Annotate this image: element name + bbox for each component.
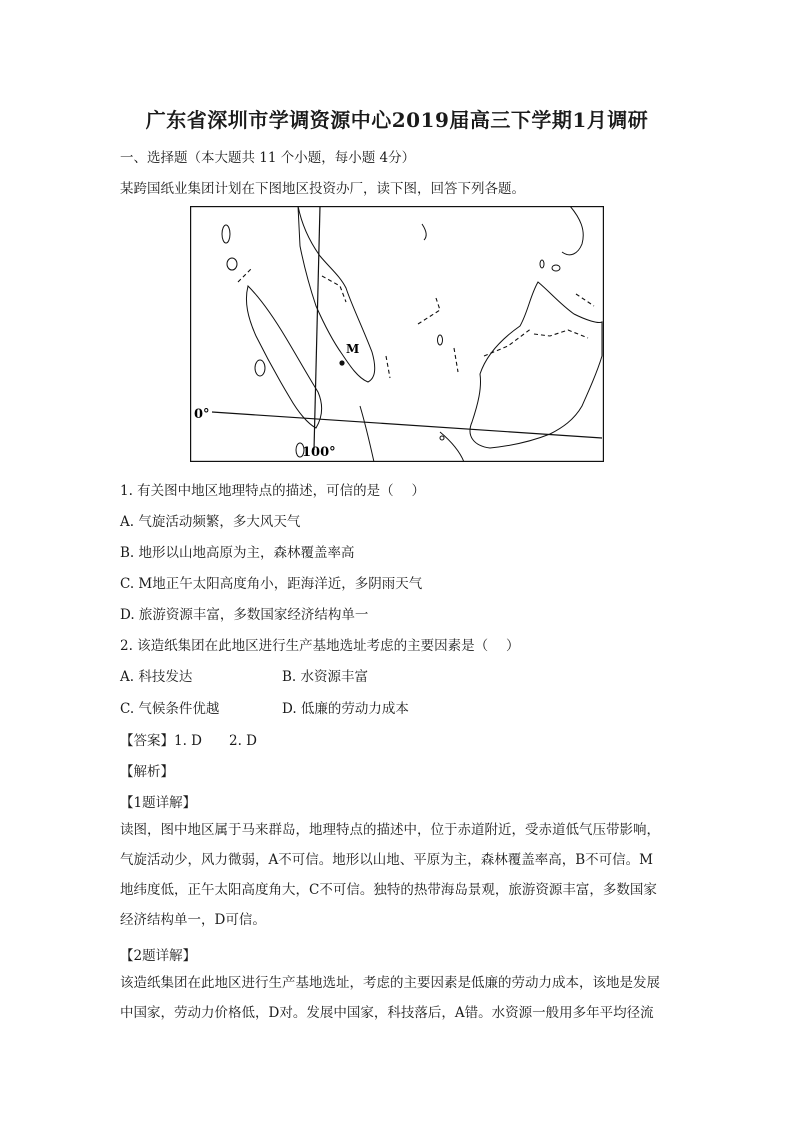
question-2-option-b: B. 水资源丰富 (282, 669, 369, 685)
question-1-option-d: D. 旅游资源丰富，多数国家经济结构单一 (120, 607, 369, 623)
question-2-option-a: A. 科技发达 (120, 669, 193, 685)
detail-1-line: 地纬度低，正午太阳高度角大，C不可信。独特的热带海岛景观，旅游资源丰富，多数国家 (120, 882, 657, 898)
question-2-stem: 2. 该造纸集团在此地区进行生产基地选址考虑的主要因素是（ ） (120, 638, 520, 654)
question-1-stem: 1. 有关图中地区地理特点的描述，可信的是（ ） (120, 483, 425, 499)
detail-1-line: 读图，图中地区属于马来群岛，地理特点的描述中，位于赤道附近，受赤道低气压带影响， (120, 822, 660, 838)
detail-1-paragraph (120, 815, 680, 935)
detail-2-paragraph (120, 968, 680, 1028)
question-intro: 某跨国纸业集团计划在下图地区投资办厂，读下图，回答下列各题。 (120, 181, 525, 197)
question-1-option-b: B. 地形以山地高原为主，森林覆盖率高 (120, 545, 355, 561)
section-heading: 一、选择题（本大题共 11 个小题，每小题 4分） (120, 150, 416, 166)
label-meridian: 100° (302, 445, 336, 460)
detail-2-line: 该造纸集团在此地区进行生产基地选址，考虑的主要因素是低廉的劳动力成本，该地是发展 (120, 975, 660, 991)
detail-2-heading: 【2题详解】 (120, 948, 197, 964)
question-1-option-c: C. M地正午太阳高度角小，距海洋近，多阴雨天气 (120, 576, 423, 592)
document-title: 广东省深圳市学调资源中心2019届高三下学期1月调研 (145, 108, 649, 132)
question-2-option-d: D. 低廉的劳动力成本 (282, 701, 409, 717)
question-1-option-a: A. 气旋活动频繁，多大风天气 (120, 514, 301, 530)
label-equator: 0° (194, 407, 210, 422)
point-m (339, 360, 344, 365)
answer-line: 【答案】1. D 2. D (120, 733, 257, 749)
detail-1-line: 气旋活动少，风力微弱，A不可信。地形以山地、平原为主，森林覆盖率高，B不可信。M (120, 852, 653, 868)
detail-1-heading: 【1题详解】 (120, 795, 197, 811)
southeast-asia-map (190, 206, 604, 462)
detail-2-line: 中国家，劳动力价格低，D对。发展中国家，科技落后，A错。水资源一般用多年平均径流 (120, 1005, 654, 1021)
map-frame (191, 207, 604, 462)
question-2-option-c: C. 气候条件优越 (120, 701, 220, 717)
label-m: M (346, 342, 360, 356)
detail-1-line: 经济结构单一，D可信。 (120, 912, 266, 928)
analysis-heading: 【解析】 (120, 764, 174, 780)
